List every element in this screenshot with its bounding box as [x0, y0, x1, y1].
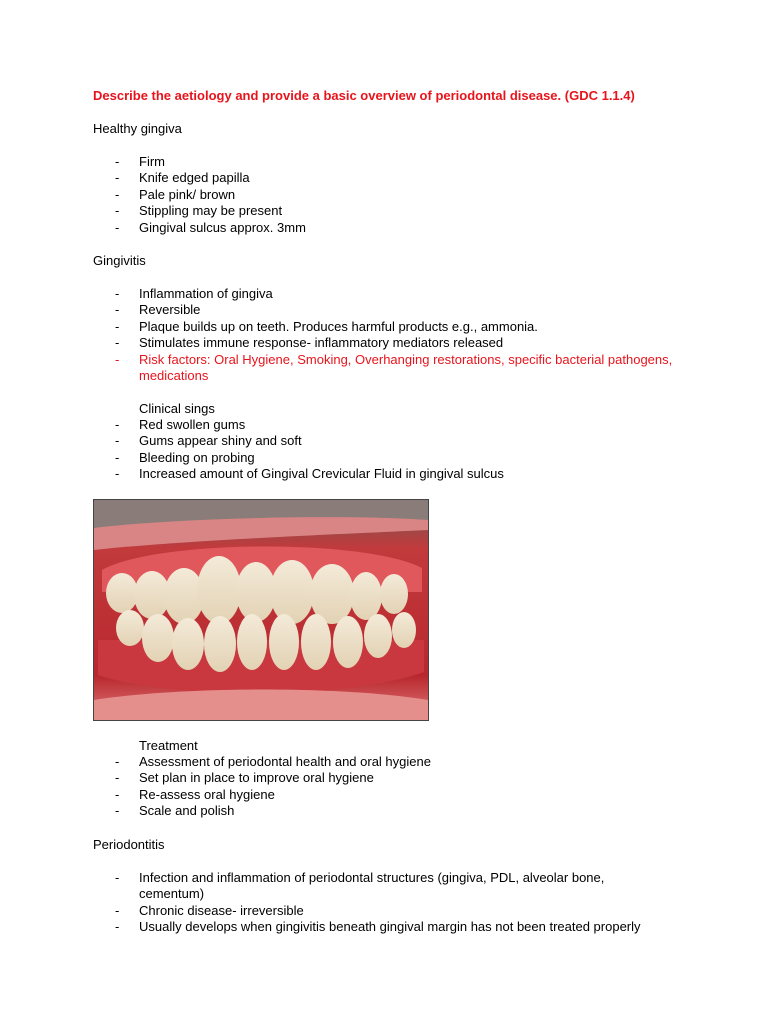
list-item: - Chronic disease- irreversible: [115, 902, 304, 918]
list-item: - Red swollen gums: [115, 417, 246, 432]
clinical-signs-list: [115, 417, 504, 483]
list-item: - Inflammation of gingiva: [115, 286, 273, 301]
list-item: - Usually develops when gingivitis beneath gingival margin has not been treated properly: [115, 919, 641, 935]
list-item: - Stimulates immune response- inflammatory mediators released: [115, 335, 504, 351]
bullet-dash: -: [115, 449, 120, 465]
list-item: - Gingival sulcus approx. 3mm: [115, 219, 306, 235]
bullet-dash: -: [115, 203, 120, 219]
list-item: - Stippling may be present: [115, 203, 283, 219]
bullet-dash: -: [115, 417, 120, 432]
treatment-heading: Treatment: [139, 738, 198, 753]
bullet-dash: -: [115, 466, 120, 482]
list-item: - Re-assess oral hygiene: [115, 786, 275, 802]
bullet-dash: -: [115, 803, 120, 819]
bullet-dash: -: [115, 754, 120, 769]
clinical-signs-heading: Clinical sings: [139, 401, 215, 416]
bullet-dash: -: [115, 870, 120, 885]
bullet-dash: -: [115, 351, 120, 367]
list-item: - Set plan in place to improve oral hygiene: [115, 770, 374, 786]
list-item: - Bleeding on probing: [115, 449, 255, 465]
healthy-gingiva-heading: Healthy gingiva: [93, 121, 182, 136]
bullet-dash: -: [115, 170, 120, 186]
bullet-dash: -: [115, 186, 120, 202]
periodontitis-list: [115, 870, 641, 936]
list-item: - Reversible: [115, 302, 201, 318]
gingivitis-list: [115, 286, 679, 384]
bullet-dash: -: [115, 154, 120, 169]
bullet-dash: -: [115, 902, 120, 918]
healthy-gingiva-list: [115, 154, 306, 236]
list-item: - Pale pink/ brown: [115, 186, 236, 202]
periodontitis-heading: Periodontitis: [93, 837, 165, 852]
list-item: - Plaque builds up on teeth. Produces harmful products e.g., ammonia.: [115, 318, 538, 334]
list-item: - Gums appear shiny and soft: [115, 433, 302, 449]
bullet-dash: -: [115, 335, 120, 351]
list-item: - Firm: [115, 154, 165, 169]
bullet-dash: -: [115, 433, 120, 449]
gingivitis-heading: Gingivitis: [93, 253, 146, 268]
risk-factors-item: - Risk factors: Oral Hygiene, Smoking, Overhanging restorations, specific bacterial pathogens, medications: [115, 351, 673, 384]
bullet-dash: -: [115, 786, 120, 802]
page-title: Describe the aetiology and provide a basic overview of periodontal disease. (GDC 1.1.4): [93, 88, 635, 103]
treatment-list: [115, 754, 431, 820]
list-item: - Scale and polish: [115, 803, 235, 819]
bullet-dash: -: [115, 770, 120, 786]
gingivitis-photo: [93, 499, 429, 721]
bullet-dash: -: [115, 219, 120, 235]
list-item: - Assessment of periodontal health and oral hygiene: [115, 754, 431, 769]
list-item: - Knife edged papilla: [115, 170, 250, 186]
list-item: - Increased amount of Gingival Crevicular Fluid in gingival sulcus: [115, 466, 504, 482]
teeth-illustration: [94, 500, 428, 720]
bullet-dash: -: [115, 302, 120, 318]
bullet-dash: -: [115, 318, 120, 334]
bullet-dash: -: [115, 919, 120, 935]
bullet-dash: -: [115, 286, 120, 301]
list-item: - Infection and inflammation of periodontal structures (gingiva, PDL, alveolar bone, cementum): [115, 870, 605, 902]
